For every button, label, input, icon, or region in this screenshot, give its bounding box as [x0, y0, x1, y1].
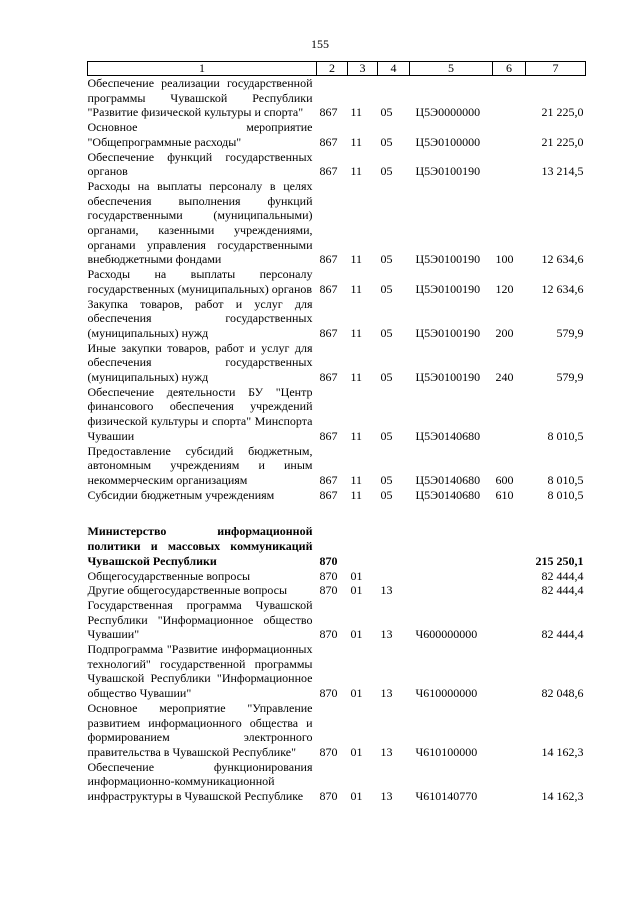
row-name: Другие общегосударственные вопросы	[87, 583, 288, 598]
row-subsection: 05	[380, 134, 393, 149]
row-ministry-code: 867	[319, 370, 338, 385]
row-section: 01	[350, 627, 363, 642]
row-target-code: Ц5Э0100190	[415, 325, 481, 340]
row-amount: 12 634,6	[541, 281, 584, 296]
row-section: 01	[350, 583, 363, 598]
row-ministry-code: 867	[319, 281, 338, 296]
row-target-code	[410, 524, 493, 568]
table-row	[88, 524, 586, 568]
row-section: 11	[350, 105, 363, 120]
row-ministry-code: 870	[319, 553, 338, 568]
row-ministry-code: 867	[319, 428, 338, 443]
row-expense-type	[493, 76, 526, 121]
row-section: 11	[350, 428, 363, 443]
row-expense-type	[493, 120, 526, 149]
row-name: Предоставление субсидий бюджетным, автономным учреждениям и иным некоммерческим организациям	[87, 443, 313, 487]
row-expense-type	[493, 385, 526, 444]
row-expense-type: 600	[495, 472, 514, 487]
row-amount: 215 250,1	[535, 553, 584, 568]
row-ministry-code: 867	[319, 472, 338, 487]
table-row	[88, 76, 586, 121]
row-expense-type: 100	[495, 252, 514, 267]
row-ministry-code: 870	[319, 789, 338, 804]
row-subsection: 05	[380, 281, 393, 296]
row-subsection: 13	[380, 686, 393, 701]
row-target-code: Ц5Э0100190	[415, 164, 481, 179]
row-name: Расходы на выплаты персоналу государственных (муниципальных) органов	[87, 267, 313, 296]
row-name: Обеспечение деятельности БУ "Центр финансового обеспечения учреждений физической культуры и спорта" Минспорта Чувашии	[87, 384, 313, 443]
table-row	[88, 642, 586, 701]
row-section: 11	[350, 370, 363, 385]
table-row	[88, 120, 586, 149]
row-ministry-code: 870	[319, 744, 338, 759]
row-section: 11	[350, 164, 363, 179]
table-row	[88, 760, 586, 804]
row-section: 11	[350, 472, 363, 487]
row-section: 11	[350, 325, 363, 340]
row-amount: 21 225,0	[541, 134, 584, 149]
row-target-code: Ч610140770	[415, 789, 478, 804]
row-ministry-code: 870	[319, 583, 338, 598]
row-amount: 82 048,6	[541, 686, 584, 701]
row-subsection	[378, 524, 410, 568]
row-name: Обеспечение функционирования информационно-коммуникационной инфраструктуры в Чувашской Республике	[87, 759, 313, 804]
header-col-5: 5	[410, 62, 493, 76]
row-amount: 21 225,0	[541, 105, 584, 120]
table-row	[88, 179, 586, 267]
table-row	[88, 385, 586, 444]
row-name: Иные закупки товаров, работ и услуг для обеспечения государственных (муниципальных) нужд	[87, 340, 313, 385]
header-col-4: 4	[378, 62, 410, 76]
row-expense-type: 200	[495, 325, 514, 340]
row-target-code: Ч600000000	[415, 627, 478, 642]
row-name: Субсидии бюджетным учреждениям	[87, 487, 275, 502]
row-amount: 82 444,4	[541, 568, 584, 583]
table-row	[88, 488, 586, 503]
row-section: 11	[350, 487, 363, 502]
row-name: Основное мероприятие "Управление развитием информационного общества и формированием электронного правительства в Чувашской Республике"	[87, 700, 313, 759]
row-section: 01	[350, 744, 363, 759]
row-amount: 82 444,4	[541, 583, 584, 598]
row-ministry-code: 867	[319, 134, 338, 149]
row-expense-type: 240	[495, 370, 514, 385]
row-ministry-code: 867	[319, 164, 338, 179]
row-subsection: 05	[380, 325, 393, 340]
header-col-6: 6	[493, 62, 526, 76]
row-subsection: 05	[380, 472, 393, 487]
row-subsection: 05	[380, 164, 393, 179]
row-ministry-code: 870	[319, 627, 338, 642]
row-subsection: 13	[380, 583, 393, 598]
table-row	[88, 267, 586, 296]
row-subsection	[378, 569, 410, 584]
row-section: 11	[350, 134, 363, 149]
row-target-code: Ц5Э0100190	[415, 281, 481, 296]
row-ministry-code: 867	[319, 325, 338, 340]
row-target-code: Ц5Э0100190	[415, 252, 481, 267]
budget-table	[87, 61, 586, 804]
row-expense-type	[493, 583, 526, 598]
row-name: Обеспечение реализации государственной программы Чувашской Республики "Развитие физической культуры и спорта"	[87, 76, 313, 120]
table-row	[88, 444, 586, 488]
row-subsection: 13	[380, 744, 393, 759]
row-amount: 14 162,3	[541, 789, 584, 804]
row-target-code	[410, 583, 493, 598]
row-target-code: Ц5Э0000000	[415, 105, 481, 120]
row-ministry-code: 870	[319, 686, 338, 701]
table-row	[88, 341, 586, 385]
header-col-1: 1	[88, 62, 317, 76]
row-ministry-code: 867	[319, 252, 338, 267]
row-name: Министерство информационной политики и массовых коммуникаций Чувашской Республики	[87, 524, 313, 568]
table-row	[88, 583, 586, 598]
row-expense-type	[493, 760, 526, 804]
row-target-code: Ц5Э0140680	[415, 472, 481, 487]
row-amount: 8 010,5	[547, 428, 584, 443]
page-number: 155	[311, 37, 329, 51]
table-row	[88, 297, 586, 341]
row-section: 01	[350, 686, 363, 701]
row-expense-type: 120	[495, 281, 514, 296]
row-expense-type	[493, 150, 526, 179]
row-section: 11	[350, 252, 363, 267]
row-target-code: Ц5Э0140680	[415, 487, 481, 502]
row-target-code: Ц5Э0100190	[415, 370, 481, 385]
row-ministry-code: 870	[319, 568, 338, 583]
row-target-code: Ц5Э0100000	[415, 134, 481, 149]
row-name: Общегосударственные вопросы	[87, 568, 251, 583]
row-subsection: 05	[380, 428, 393, 443]
row-expense-type	[493, 524, 526, 568]
row-amount: 8 010,5	[547, 472, 584, 487]
header-col-2: 2	[317, 62, 348, 76]
row-expense-type	[493, 701, 526, 760]
row-name: Закупка товаров, работ и услуг для обеспечения государственных (муниципальных) нужд	[87, 296, 313, 340]
spacer-row	[88, 502, 586, 524]
row-expense-type	[493, 569, 526, 584]
row-subsection: 13	[380, 627, 393, 642]
row-name: Подпрограмма "Развитие информационных технологий" государственной программы Чувашской Республики "Информационное общество Чувашии"	[87, 642, 313, 701]
table-body	[88, 76, 586, 804]
row-expense-type: 610	[495, 487, 514, 502]
row-subsection: 13	[380, 789, 393, 804]
row-subsection: 05	[380, 370, 393, 385]
row-ministry-code: 867	[319, 105, 338, 120]
header-col-3: 3	[348, 62, 378, 76]
header-col-7: 7	[526, 62, 586, 76]
row-amount: 13 214,5	[541, 164, 584, 179]
row-name: Государственная программа Чувашской Республики "Информационное общество Чувашии"	[87, 597, 313, 642]
row-subsection: 05	[380, 105, 393, 120]
row-amount: 82 444,4	[541, 627, 584, 642]
row-section: 01	[350, 568, 363, 583]
table-row	[88, 701, 586, 760]
row-amount: 579,9	[556, 370, 584, 385]
row-section: 01	[350, 789, 363, 804]
row-amount: 579,9	[556, 325, 584, 340]
row-target-code: Ч610000000	[415, 686, 478, 701]
table-row	[88, 150, 586, 179]
row-name: Обеспечение функций государственных органов	[87, 149, 313, 179]
row-expense-type	[493, 598, 526, 642]
row-subsection: 05	[380, 252, 393, 267]
row-ministry-code: 867	[319, 487, 338, 502]
table-header	[88, 62, 586, 76]
row-amount: 14 162,3	[541, 744, 584, 759]
row-target-code: Ц5Э0140680	[415, 428, 481, 443]
row-subsection: 05	[380, 487, 393, 502]
table-row	[88, 598, 586, 642]
row-name: Основное мероприятие "Общепрограммные расходы"	[87, 120, 313, 149]
row-target-code	[410, 569, 493, 584]
row-section: 11	[350, 281, 363, 296]
row-amount: 12 634,6	[541, 252, 584, 267]
row-amount: 8 010,5	[547, 487, 584, 502]
table-row	[88, 569, 586, 584]
row-name: Расходы на выплаты персоналу в целях обеспечения выполнения функций государственными (муниципальными) органами, казенными учреждениями, органами управления государственными внебюджетными фондами	[87, 178, 313, 267]
row-expense-type	[493, 642, 526, 701]
row-section	[348, 524, 378, 568]
row-target-code: Ч610100000	[415, 744, 478, 759]
spacer-cell	[88, 502, 586, 524]
